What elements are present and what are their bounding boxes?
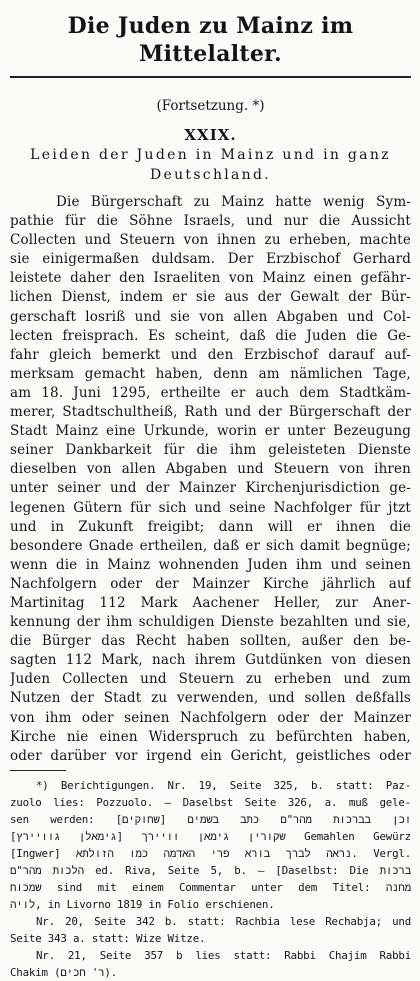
body-line: gerschaft losriß und sie von allen Abgaben und Col- xyxy=(10,308,411,325)
chapter-title-line: Leiden der Juden in Mainz und in ganz xyxy=(30,147,391,163)
footnote-line: sen werden: [שחוקים] וכן בברכות מהר"ם כתב בשמים xyxy=(10,812,411,826)
body-line: Stadt Mainz eine Urkunde, worin er unter Bezeugung xyxy=(10,423,411,440)
footnote-line: Nr. 21, Seite 357 b lies statt: Rabbi Chajim Rabbi xyxy=(36,948,411,962)
footnotes xyxy=(10,777,411,981)
footnote-line: Chakim (ר' חכים). xyxy=(10,965,118,979)
body-line: Die Bürgerschaft zu Mainz hatte wenig Sym- xyxy=(56,194,411,210)
body-line: am 18. Juni 1295, ertheilte er auch dem Stadtkäm- xyxy=(10,384,411,401)
title-divider xyxy=(10,76,411,78)
body-line: wenn die in Mainz wohnenden Juden ihm und seinen xyxy=(10,556,411,573)
footnote-line: zuolo lies: Pozzuolo. — Daselbst Seite 326, a. muß gele- xyxy=(10,795,411,809)
body-line: dieselben von allen Abgaben und Steuern von ihren xyxy=(10,461,411,478)
chapter-title-line: Deutschland. xyxy=(149,167,272,183)
body-line: lecten freisprach. Es scheint, daß die Juden die Ge- xyxy=(10,327,411,344)
chapter-number: XXIX. xyxy=(184,126,237,144)
footnote-divider xyxy=(10,770,66,771)
footnote-line: לויה, in Livorno 1819 in Folio erschienen. xyxy=(10,897,275,911)
body-line: legenen Gütern für sich und seine Nachfolger für jtzt xyxy=(10,499,411,516)
body-line: Kirche nie einen Widerspruch zu befürchten haben, xyxy=(10,728,411,745)
footnote-line: שמכוח sind mit einem Commentar unter dem Titel: מחנה xyxy=(10,880,411,894)
footnote-line: [Ingwer] נראה לברך בורא פרי האדמה כמו הזולתא. Vergl. xyxy=(10,846,411,860)
body-line: die Bürger das Recht haben sollten, außer den be- xyxy=(10,633,411,650)
body-line: sagten 112 Mark, nach ihrem Gutdünken von diesen xyxy=(10,652,411,669)
body-line: seiner Dankbarkeit für die ihm geleisteten Dienste xyxy=(10,442,411,459)
body-line: oder darüber vor irgend ein Gericht, geistliches oder xyxy=(10,747,411,764)
body-line: besondere Gnade ertheilen, daß er sich damit begnüge; xyxy=(10,537,411,554)
body-line: pathie für die Söhne Israels, und nur die Aussicht xyxy=(10,213,411,230)
footnote-line: Seite 343 a. statt: Wize Witze. xyxy=(10,931,206,945)
article-body xyxy=(10,193,411,766)
body-line: lichen Dienst, indem er sie aus der Gewalt der Bür- xyxy=(10,289,411,306)
body-line: kennung der ihm schuldigen Dienste bezahlten und sie, xyxy=(10,614,411,631)
body-line: Collecten und Steuern von ihnen zu erheben, machte xyxy=(10,232,411,249)
continuation-note: (Fortsetzung. *) xyxy=(156,98,265,114)
body-line: von ihm oder seinen Nachfolgern oder der Mainzer xyxy=(10,709,411,726)
body-line: merer, Stadtschultheiß, Rath und der Bürgerschaft der xyxy=(10,404,411,421)
body-line: und in Zukunft freigibt; dann will er ihnen die xyxy=(10,518,411,535)
body-line: Martinitag 112 Mark Aachener Heller, zur Aner- xyxy=(10,594,411,611)
body-line: Juden Collecten und Steuern zu erheben und zum xyxy=(10,671,411,688)
newspaper-page xyxy=(0,12,420,979)
body-line: fahr gleich bemerkt und den Erzbischof darauf auf- xyxy=(10,346,411,363)
body-line: Nachfolgern oder der Mainzer Kirche jährlich auf xyxy=(10,575,411,592)
body-line: merksam gemacht haben, denn am nämlichen Tage, xyxy=(10,365,411,382)
page-title: Die Juden zu Mainz im Mittelalter. xyxy=(67,13,354,67)
body-line: Nutzen der Stadt zu verwenden, und sollen deßfalls xyxy=(10,690,411,707)
footnote-line: *) Berichtigungen. Nr. 19, Seite 325, b. statt: Paz- xyxy=(36,778,411,792)
footnote-line: הלכות מהר"ם ed. Riva, Seite 5, b. — [Daselbst: Die ברכות xyxy=(10,863,411,877)
footnote-line: שקורין גימאן וויירך [גימאלן גוויירץ] Gemahlen Gewürz xyxy=(10,829,411,843)
body-line: leistete daher den Israeliten von Mainz einen gefähr- xyxy=(10,270,411,287)
footnote-line: Nr. 20, Seite 342 b. statt: Rachbia lese Rechabja; und xyxy=(36,914,411,928)
body-line: sie einigermaßen duldsam. Der Erzbischof Gerhard xyxy=(10,251,411,268)
body-line: unter seiner und der Mainzer Kirchenjurisdiction ge- xyxy=(10,480,411,497)
